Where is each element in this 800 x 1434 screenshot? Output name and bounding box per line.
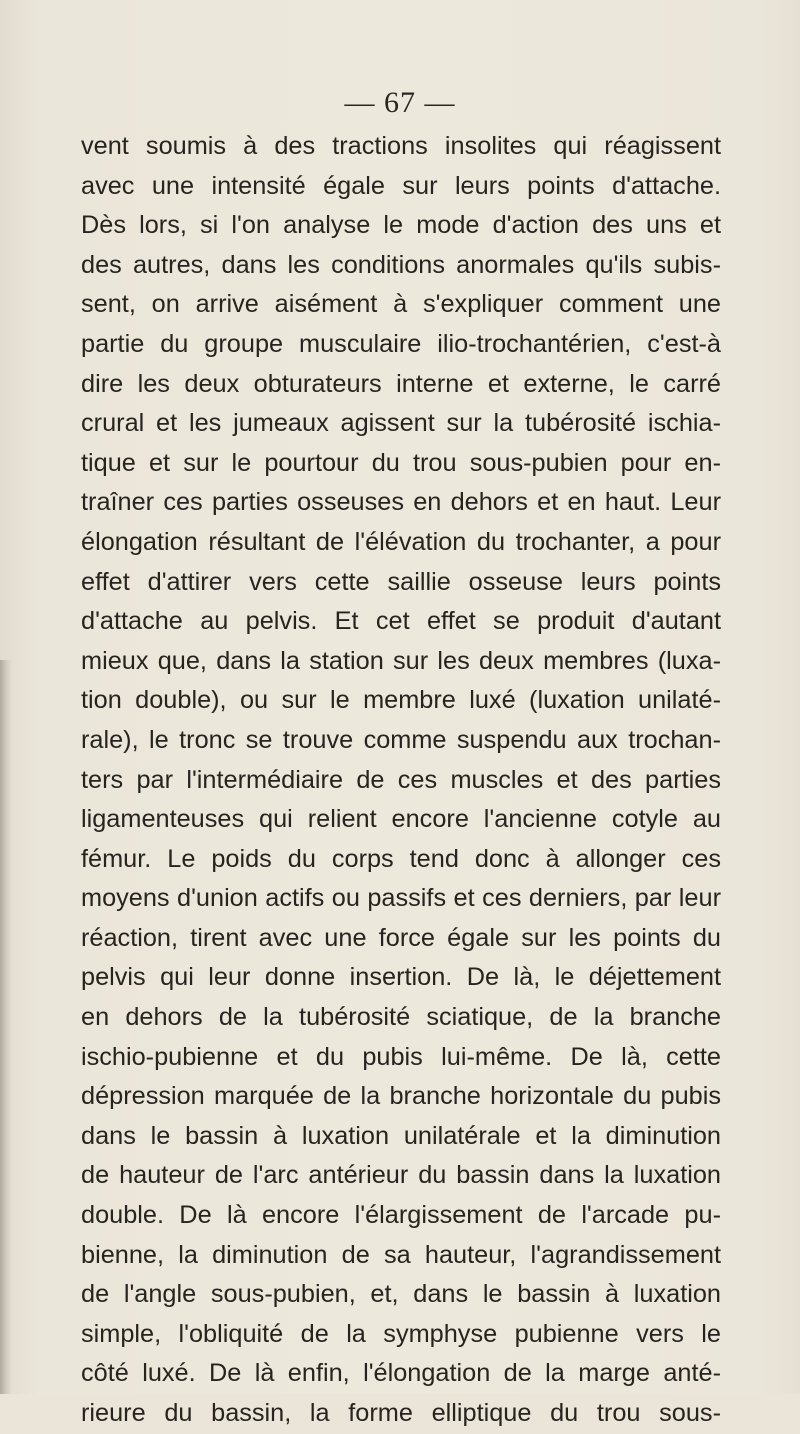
text-line: élongation résultant de l'élévation du trochanter, a pour [81, 527, 721, 556]
text-line: Dès lors, si l'on analyse le mode d'action des uns et [81, 211, 721, 240]
text-line: ters par l'intermédiaire de ces muscles et des parties [81, 765, 721, 794]
text-line: de hauteur de l'arc antérieur du bassin dans la luxation [81, 1161, 721, 1190]
text-line: de l'angle sous-pubien, et, dans le bassin à luxation [81, 1280, 721, 1309]
text-line: partie du groupe musculaire ilio-trochantérien, c'est-à [81, 329, 721, 358]
text-line: moyens d'union actifs ou passifs et ces derniers, par leur [81, 884, 721, 913]
text-line: crural et les jumeaux agissent sur la tubérosité ischia- [81, 409, 721, 438]
text-line: simple, l'obliquité de la symphyse pubienne vers le [81, 1319, 721, 1348]
page-number: — 67 — [344, 86, 456, 119]
text-line: des autres, dans les conditions anormales qu'ils subis- [81, 250, 721, 279]
text-line: tique et sur le pourtour du trou sous-pubien pour en- [81, 448, 721, 477]
text-line: pelvis qui leur donne insertion. De là, le déjettement [81, 963, 721, 992]
text-line: bienne, la diminution de sa hauteur, l'agrandissement [81, 1240, 721, 1269]
text-line: d'attache au pelvis. Et cet effet se produit d'autant [81, 607, 721, 636]
text-line: tion double), ou sur le membre luxé (luxation unilaté- [81, 686, 721, 715]
text-line: double. De là encore l'élargissement de l'arcade pu- [81, 1201, 721, 1230]
text-line: effet d'attirer vers cette saillie osseuse leurs points [81, 567, 721, 596]
body-text [81, 127, 721, 1434]
text-line: traîner ces parties osseuses en dehors et en haut. Leur [81, 488, 721, 517]
text-line: ligamenteuses qui relient encore l'ancienne cotyle au [81, 805, 721, 834]
text-line: dire les deux obturateurs interne et externe, le carré [81, 369, 721, 398]
text-line: dans le bassin à luxation unilatérale et la diminution [81, 1121, 721, 1150]
text-line: ischio-pubienne et du pubis lui-même. De là, cette [81, 1042, 721, 1071]
text-line: fémur. Le poids du corps tend donc à allonger ces [81, 844, 721, 873]
text-line: mieux que, dans la station sur les deux membres (luxa- [81, 646, 721, 675]
text-line: en dehors de la tubérosité sciatique, de la branche [81, 1003, 721, 1032]
text-line: côté luxé. De là enfin, l'élongation de la marge anté- [81, 1359, 721, 1388]
text-line: dépression marquée de la branche horizontale du pubis [81, 1082, 721, 1111]
binding-gutter-shadow [0, 660, 12, 1394]
text-line: rieure du bassin, la forme elliptique du trou sous- [81, 1399, 721, 1427]
text-line: réaction, tirent avec une force égale sur les points du [81, 923, 721, 952]
text-line: rale), le tronc se trouve comme suspendu aux trochan- [81, 725, 721, 754]
text-line: avec une intensité égale sur leurs points d'attache. [81, 171, 721, 200]
text-line: sent, on arrive aisément à s'expliquer comment une [81, 290, 721, 319]
text-line: vent soumis à des tractions insolites qui réagissent [81, 132, 721, 160]
